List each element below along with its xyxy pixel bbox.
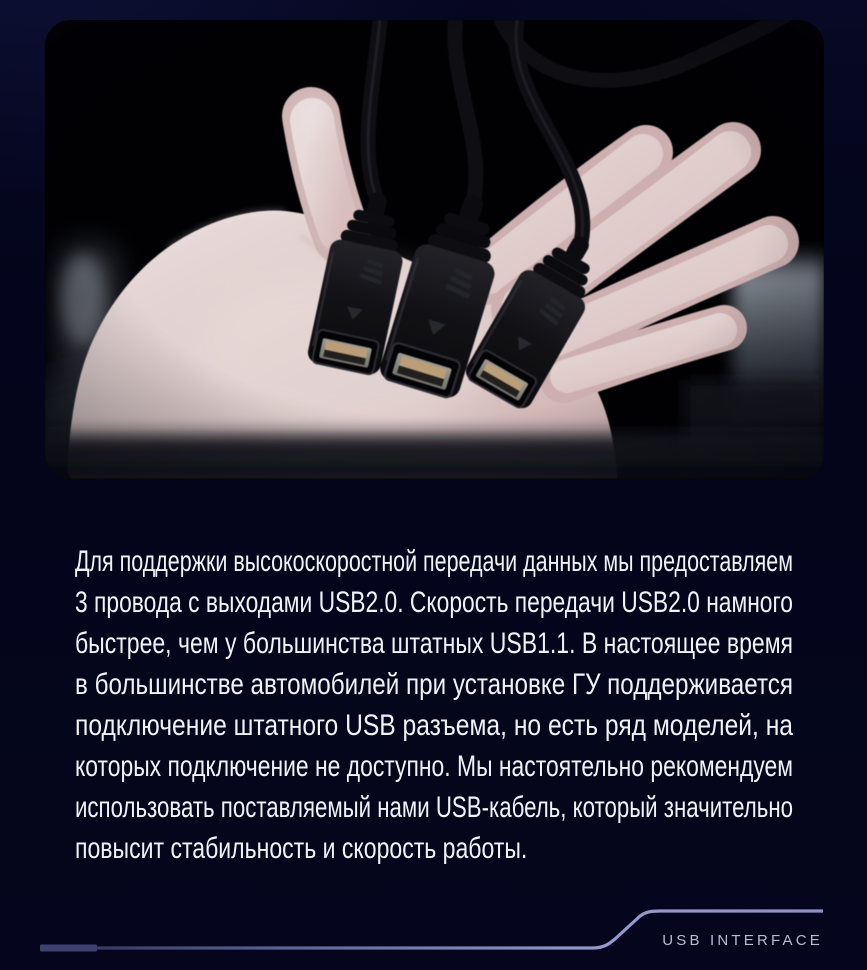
accent-bar <box>40 945 97 952</box>
description-line: Для поддержки высокоскоростной передачи данных мы предоставляем <box>75 545 793 578</box>
footer-label: USB INTERFACE <box>662 932 823 949</box>
description-line: повысит стабильность и скорость работы. <box>75 832 528 865</box>
description-line: быстрее, чем у большинства штатных USB1.1. В настоящее время <box>75 627 793 660</box>
description-line: которых подключение не доступно. Мы настоятельно рекомендуем <box>75 750 793 783</box>
product-photo <box>45 20 824 480</box>
description-line: подключение штатного USB разъема, но есть ряд моделей, на <box>75 709 793 742</box>
description-line: использовать поставляемый нами USB-кабель, который значительно <box>75 791 793 824</box>
description-line: 3 провода с выходами USB2.0. Скорость передачи USB2.0 намного <box>75 586 793 619</box>
hand-usb-photo-illustration <box>45 20 824 480</box>
product-description <box>75 541 793 869</box>
photo-tone <box>45 20 824 480</box>
description-line: в большинстве автомобилей при установке ГУ поддерживается <box>75 668 793 701</box>
